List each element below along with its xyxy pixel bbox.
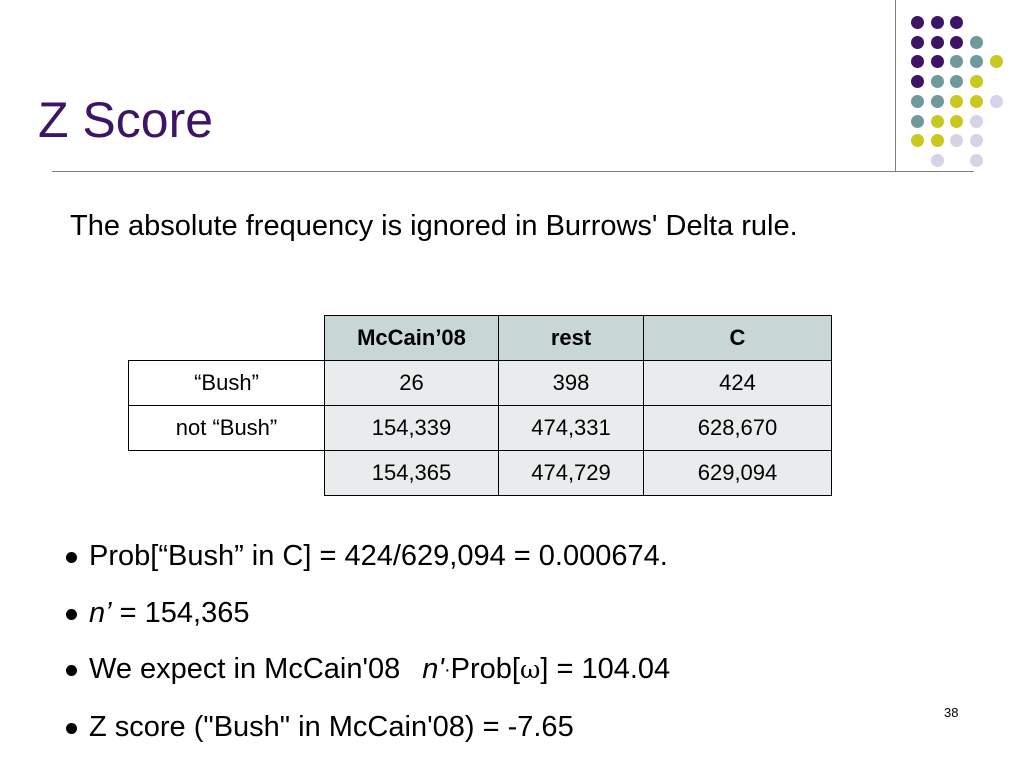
bullet-value: 154,365 [144,596,250,629]
decorative-dot [931,55,944,68]
page-number: 38 [944,705,959,720]
decorative-dot [970,154,983,167]
decorative-dot [990,95,1003,108]
slide-subtitle: The absolute frequency is ignored in Burrows' Delta rule. [70,210,798,242]
bullet-value: -7.65 [507,710,574,743]
table-cell: 424 [644,361,832,406]
decorative-dot [911,115,924,128]
bullet-equals: = [474,710,508,743]
decorative-dot [970,75,983,88]
bullet-item [62,528,670,585]
table-corner-cell [129,316,325,361]
bullet-prob: Prob[ [450,653,520,685]
table-cell: 398 [499,361,644,406]
table-header-row [129,316,832,361]
slide-title: Z Score [38,92,214,148]
decorative-dot [950,75,963,88]
table-cell: 628,670 [644,406,832,451]
bullet-variable: n' [422,653,444,685]
column-header-mccain: McCain’08 [325,316,499,361]
decorative-dot [950,134,963,147]
decorative-dot [911,36,924,49]
table-row [129,406,832,451]
decorative-dot [970,36,983,49]
bullet-bracket: ] [540,653,549,685]
bullet-text: Z score ("Bush" in McCain'08) [89,710,475,743]
decorative-dot [931,134,944,147]
table-row [129,361,832,406]
bullet-equals: = [111,596,145,629]
table-cell: 474,331 [499,406,644,451]
decorative-dot [990,55,1003,68]
omega-symbol: ω [519,655,541,684]
decorative-dot [931,75,944,88]
decorative-dot [950,36,963,49]
frequency-table [128,315,832,496]
row-label: “Bush” [129,361,325,406]
bullet-equals: = [548,653,582,685]
decorative-dot [911,75,924,88]
decorative-dot [970,115,983,128]
vertical-divider [895,0,896,172]
bullet-item [62,641,670,699]
decorative-dot [950,55,963,68]
table-cell: 474,729 [499,451,644,496]
decorative-dot [931,154,944,167]
decorative-dot [970,55,983,68]
table-cell: 629,094 [644,451,832,496]
bullet-item [62,699,670,756]
bullet-text: Prob[“Bush” in C] = 424/629,094 = 0.000674. [89,540,668,572]
decorative-dot [950,16,963,29]
row-label [129,451,325,496]
decorative-dot [950,115,963,128]
decorative-dot [911,95,924,108]
bullet-item [62,585,670,642]
decorative-dot [931,16,944,29]
bullet-list [62,528,670,755]
column-header-rest: rest [499,316,644,361]
decorative-dot [950,95,963,108]
decorative-dot [911,134,924,147]
bullet-value: 104.04 [581,653,671,685]
decorative-dot [970,134,983,147]
title-divider [52,171,974,172]
table-row [129,451,832,496]
bullet-text: We expect in McCain'08 [89,653,401,685]
decorative-dot [931,36,944,49]
bullet-dot: · [443,659,451,681]
row-label: not “Bush” [129,406,325,451]
table-cell: 154,365 [325,451,499,496]
decorative-dot [931,115,944,128]
column-header-c: C [644,316,832,361]
decorative-dot [970,95,983,108]
decorative-dot [931,95,944,108]
bullet-variable: n’ [89,596,112,629]
decorative-dot [911,55,924,68]
table-cell: 26 [325,361,499,406]
table-cell: 154,339 [325,406,499,451]
decorative-dot [911,16,924,29]
